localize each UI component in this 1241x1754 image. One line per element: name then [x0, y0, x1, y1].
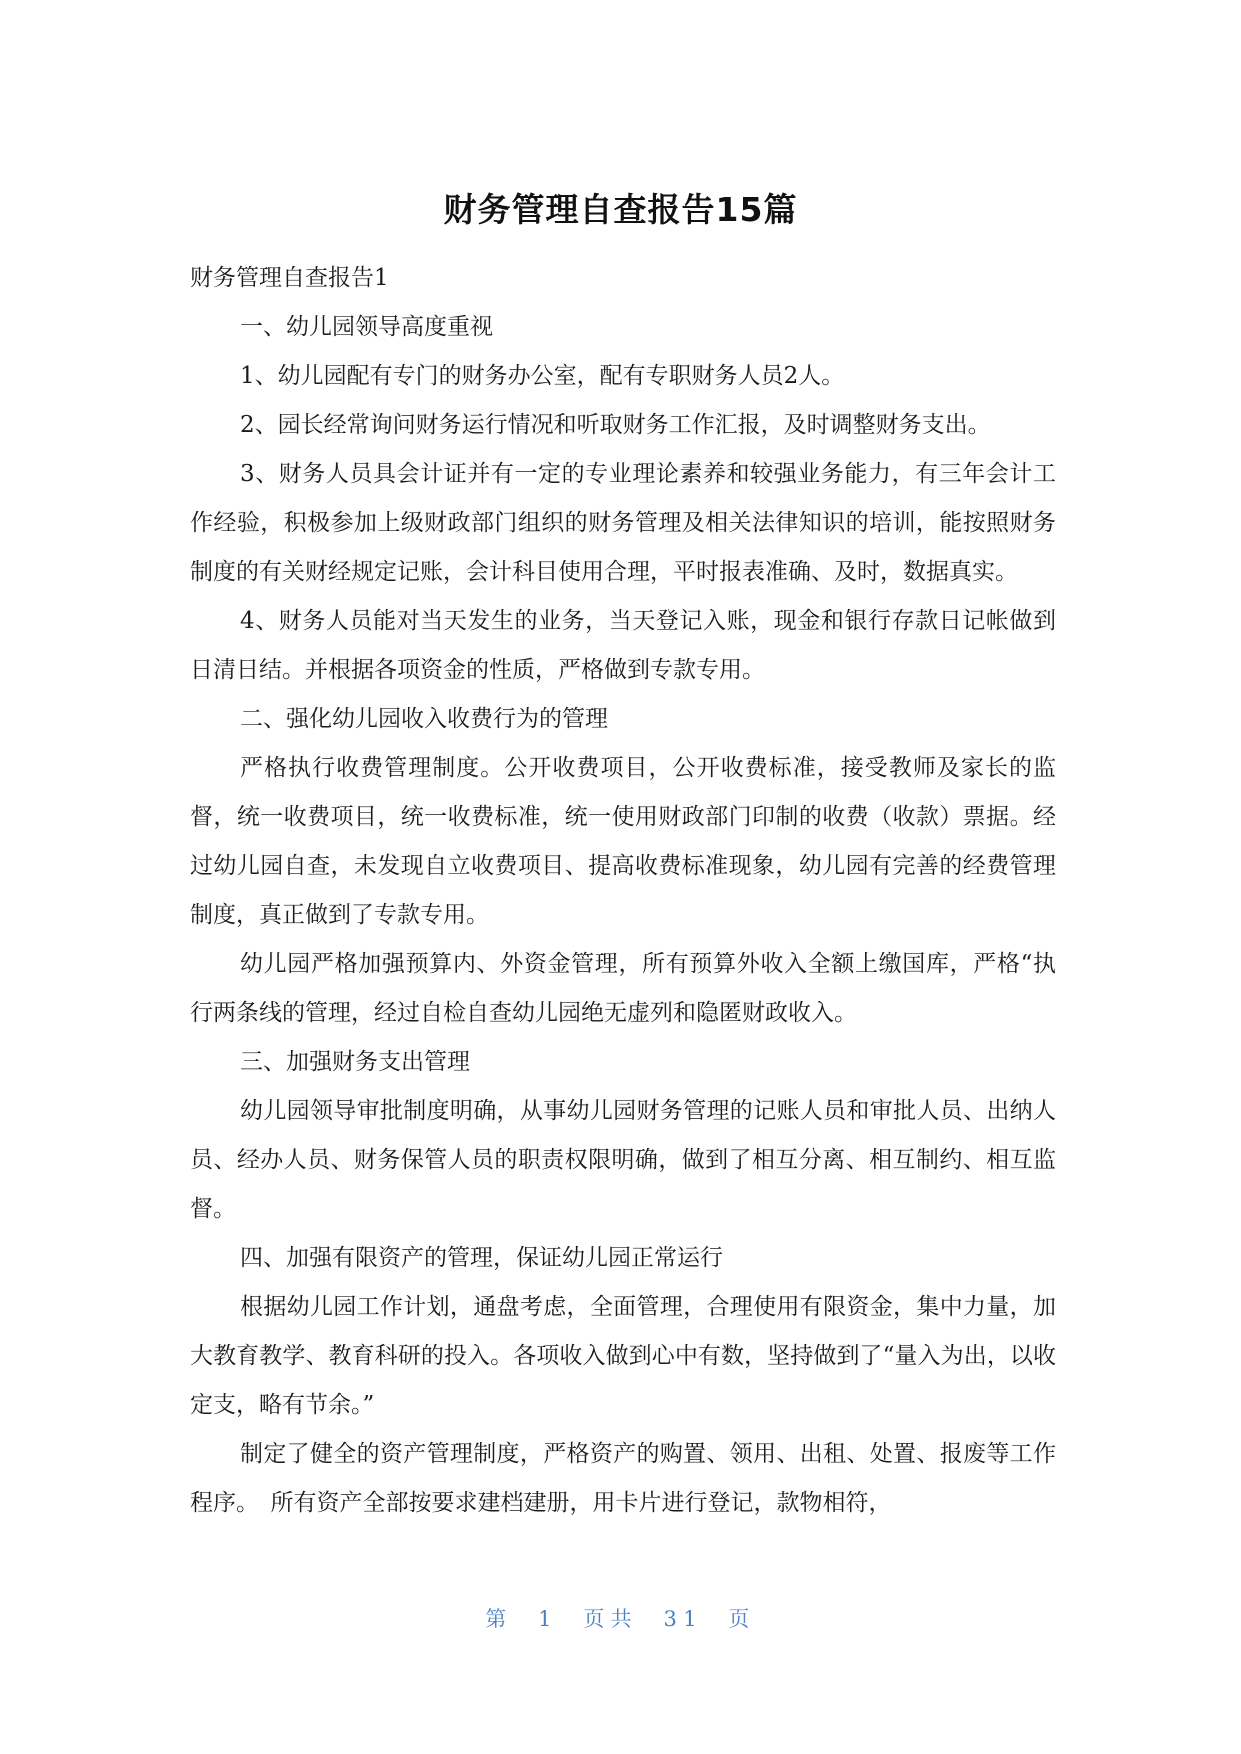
paragraph: 财务管理自查报告1: [190, 265, 389, 291]
paragraph: 四、加强有限资产的管理，保证幼儿园正常运行: [240, 1245, 723, 1271]
paragraph: 一、幼儿园领导高度重视: [240, 314, 493, 340]
paragraph: 严格执行收费管理制度。公开收费项目，公开收费标准，接受教师及家长的监督，统一收费项目，统一收费标准，统一使用财政部门印制的收费（收款）票据。经过幼儿园自查，未发现自立收费项目、提高收费标准现象，幼儿园有完善的经费管理制度，真正做到了专款专用。: [190, 755, 1056, 928]
document-title: 财务管理自查报告15篇: [443, 190, 798, 229]
page-number-footer: 第 1 页共 31 页: [485, 1607, 756, 1631]
paragraph: 幼儿园严格加强预算内、外资金管理，所有预算外收入全额上缴国库，严格“执行两条线的管理，经过自检自查幼儿园绝无虚列和隐匿财政收入。: [190, 951, 1056, 1026]
paragraph: 二、强化幼儿园收入收费行为的管理: [240, 706, 608, 732]
document-body: [190, 254, 1056, 1528]
paragraph: 幼儿园领导审批制度明确，从事幼儿园财务管理的记账人员和审批人员、出纳人员、经办人员、财务保管人员的职责权限明确，做到了相互分离、相互制约、相互监督。: [190, 1098, 1056, 1222]
paragraph: 1、幼儿园配有专门的财务办公室，配有专职财务人员2人。: [240, 363, 845, 389]
paragraph: 制定了健全的资产管理制度，严格资产的购置、领用、出租、处置、报废等工作程序。 所有资产全部按要求建档建册，用卡片进行登记，款物相符，: [190, 1441, 1056, 1516]
paragraph: 2、园长经常询问财务运行情况和听取财务工作汇报，及时调整财务支出。: [240, 412, 991, 438]
paragraph: 根据幼儿园工作计划，通盘考虑，全面管理，合理使用有限资金，集中力量，加大教育教学、教育科研的投入。各项收入做到心中有数，坚持做到了“量入为出，以收定支，略有节余。”: [190, 1294, 1056, 1418]
paragraph: 4、财务人员能对当天发生的业务，当天登记入账，现金和银行存款日记帐做到日清日结。并根据各项资金的性质，严格做到专款专用。: [190, 608, 1056, 683]
paragraph: 三、加强财务支出管理: [240, 1049, 470, 1075]
paragraph: 3、财务人员具会计证并有一定的专业理论素养和较强业务能力，有三年会计工作经验，积极参加上级财政部门组织的财务管理及相关法律知识的培训，能按照财务制度的有关财经规定记账，会计科目使用合理，平时报表准确、及时，数据真实。: [190, 461, 1056, 585]
